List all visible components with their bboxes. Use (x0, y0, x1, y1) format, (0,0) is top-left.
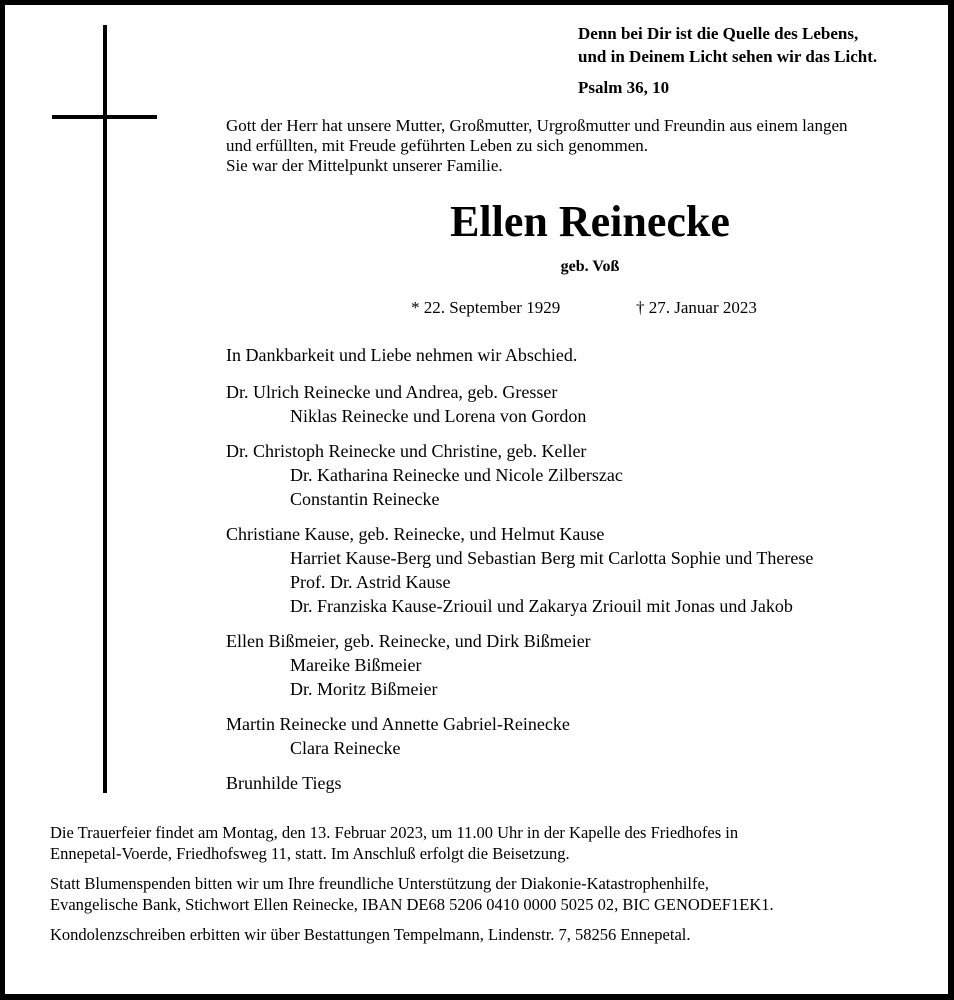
family-head: Dr. Christoph Reinecke und Christine, geb. Keller (226, 441, 587, 461)
intro-line: Gott der Herr hat unsere Mutter, Großmutter, Urgroßmutter und Freundin aus einem langen (226, 116, 848, 135)
verse-reference: Psalm 36, 10 (578, 78, 670, 97)
condolence-line: Kondolenzschreiben erbitten wir über Bestattungen Tempelmann, Lindenstr. 7, 58256 Ennepetal. (50, 925, 691, 944)
family-member: Dr. Moritz Bißmeier (290, 679, 438, 699)
condolence-info (50, 924, 774, 945)
verse-line: Denn bei Dir ist die Quelle des Lebens, (578, 24, 859, 43)
family-member: Prof. Dr. Astrid Kause (290, 572, 451, 592)
notice-footer (50, 822, 774, 954)
cross-icon-vertical (103, 25, 107, 793)
intro-line: und erfüllten, mit Freude geführten Leben zu sich genommen. (226, 136, 649, 155)
family-member: Clara Reinecke (290, 738, 401, 758)
family-group (226, 629, 813, 701)
family-head: Christiane Kause, geb. Reinecke, und Helmut Kause (226, 524, 605, 544)
intro-text (226, 116, 848, 176)
ceremony-line: Die Trauerfeier findet am Montag, den 13. Februar 2023, um 11.00 Uhr in der Kapelle des Friedhofes in (50, 823, 739, 842)
family-group (226, 712, 813, 760)
cross-icon-horizontal (52, 115, 157, 119)
verse-line: und in Deinem Licht sehen wir das Licht. (578, 47, 878, 66)
family-group (226, 771, 813, 795)
bible-verse (578, 22, 877, 68)
donation-line: Statt Blumenspenden bitten wir um Ihre freundliche Unterstützung der Diakonie-Katastrophenhilfe, (50, 874, 709, 893)
family-group (226, 380, 813, 428)
family-member: Dr. Katharina Reinecke und Nicole Zilberszac (290, 465, 623, 485)
family-head: Ellen Bißmeier, geb. Reinecke, und Dirk Bißmeier (226, 631, 591, 651)
family-head: Dr. Ulrich Reinecke und Andrea, geb. Gresser (226, 382, 558, 402)
family-head: Martin Reinecke und Annette Gabriel-Reinecke (226, 714, 570, 734)
mourners-list (226, 380, 813, 806)
family-group (226, 522, 813, 618)
family-group (226, 439, 813, 511)
ceremony-info (50, 822, 774, 864)
family-head: Brunhilde Tiegs (226, 773, 342, 793)
intro-line: Sie war der Mittelpunkt unserer Familie. (226, 156, 503, 175)
family-member: Harriet Kause-Berg und Sebastian Berg mit Carlotta Sophie und Therese (290, 548, 814, 568)
family-member: Constantin Reinecke (290, 489, 440, 509)
death-date: † 27. Januar 2023 (636, 298, 757, 317)
donation-info (50, 873, 774, 915)
birth-date: * 22. September 1929 (411, 298, 561, 317)
deceased-name: Ellen Reinecke (450, 197, 730, 246)
ceremony-line: Ennepetal-Voerde, Friedhofsweg 11, statt. Im Anschluß erfolgt die Beisetzung. (50, 844, 570, 863)
donation-line: Evangelische Bank, Stichwort Ellen Reinecke, IBAN DE68 5206 0410 0000 5025 02, BIC GENODEF1EK1. (50, 895, 774, 914)
family-member: Dr. Franziska Kause-Zriouil und Zakarya Zriouil mit Jonas und Jakob (290, 596, 793, 616)
birth-name: geb. Voß (560, 258, 620, 275)
farewell-text: In Dankbarkeit und Liebe nehmen wir Abschied. (226, 345, 578, 365)
family-member: Mareike Bißmeier (290, 655, 422, 675)
family-member: Niklas Reinecke und Lorena von Gordon (290, 406, 587, 426)
